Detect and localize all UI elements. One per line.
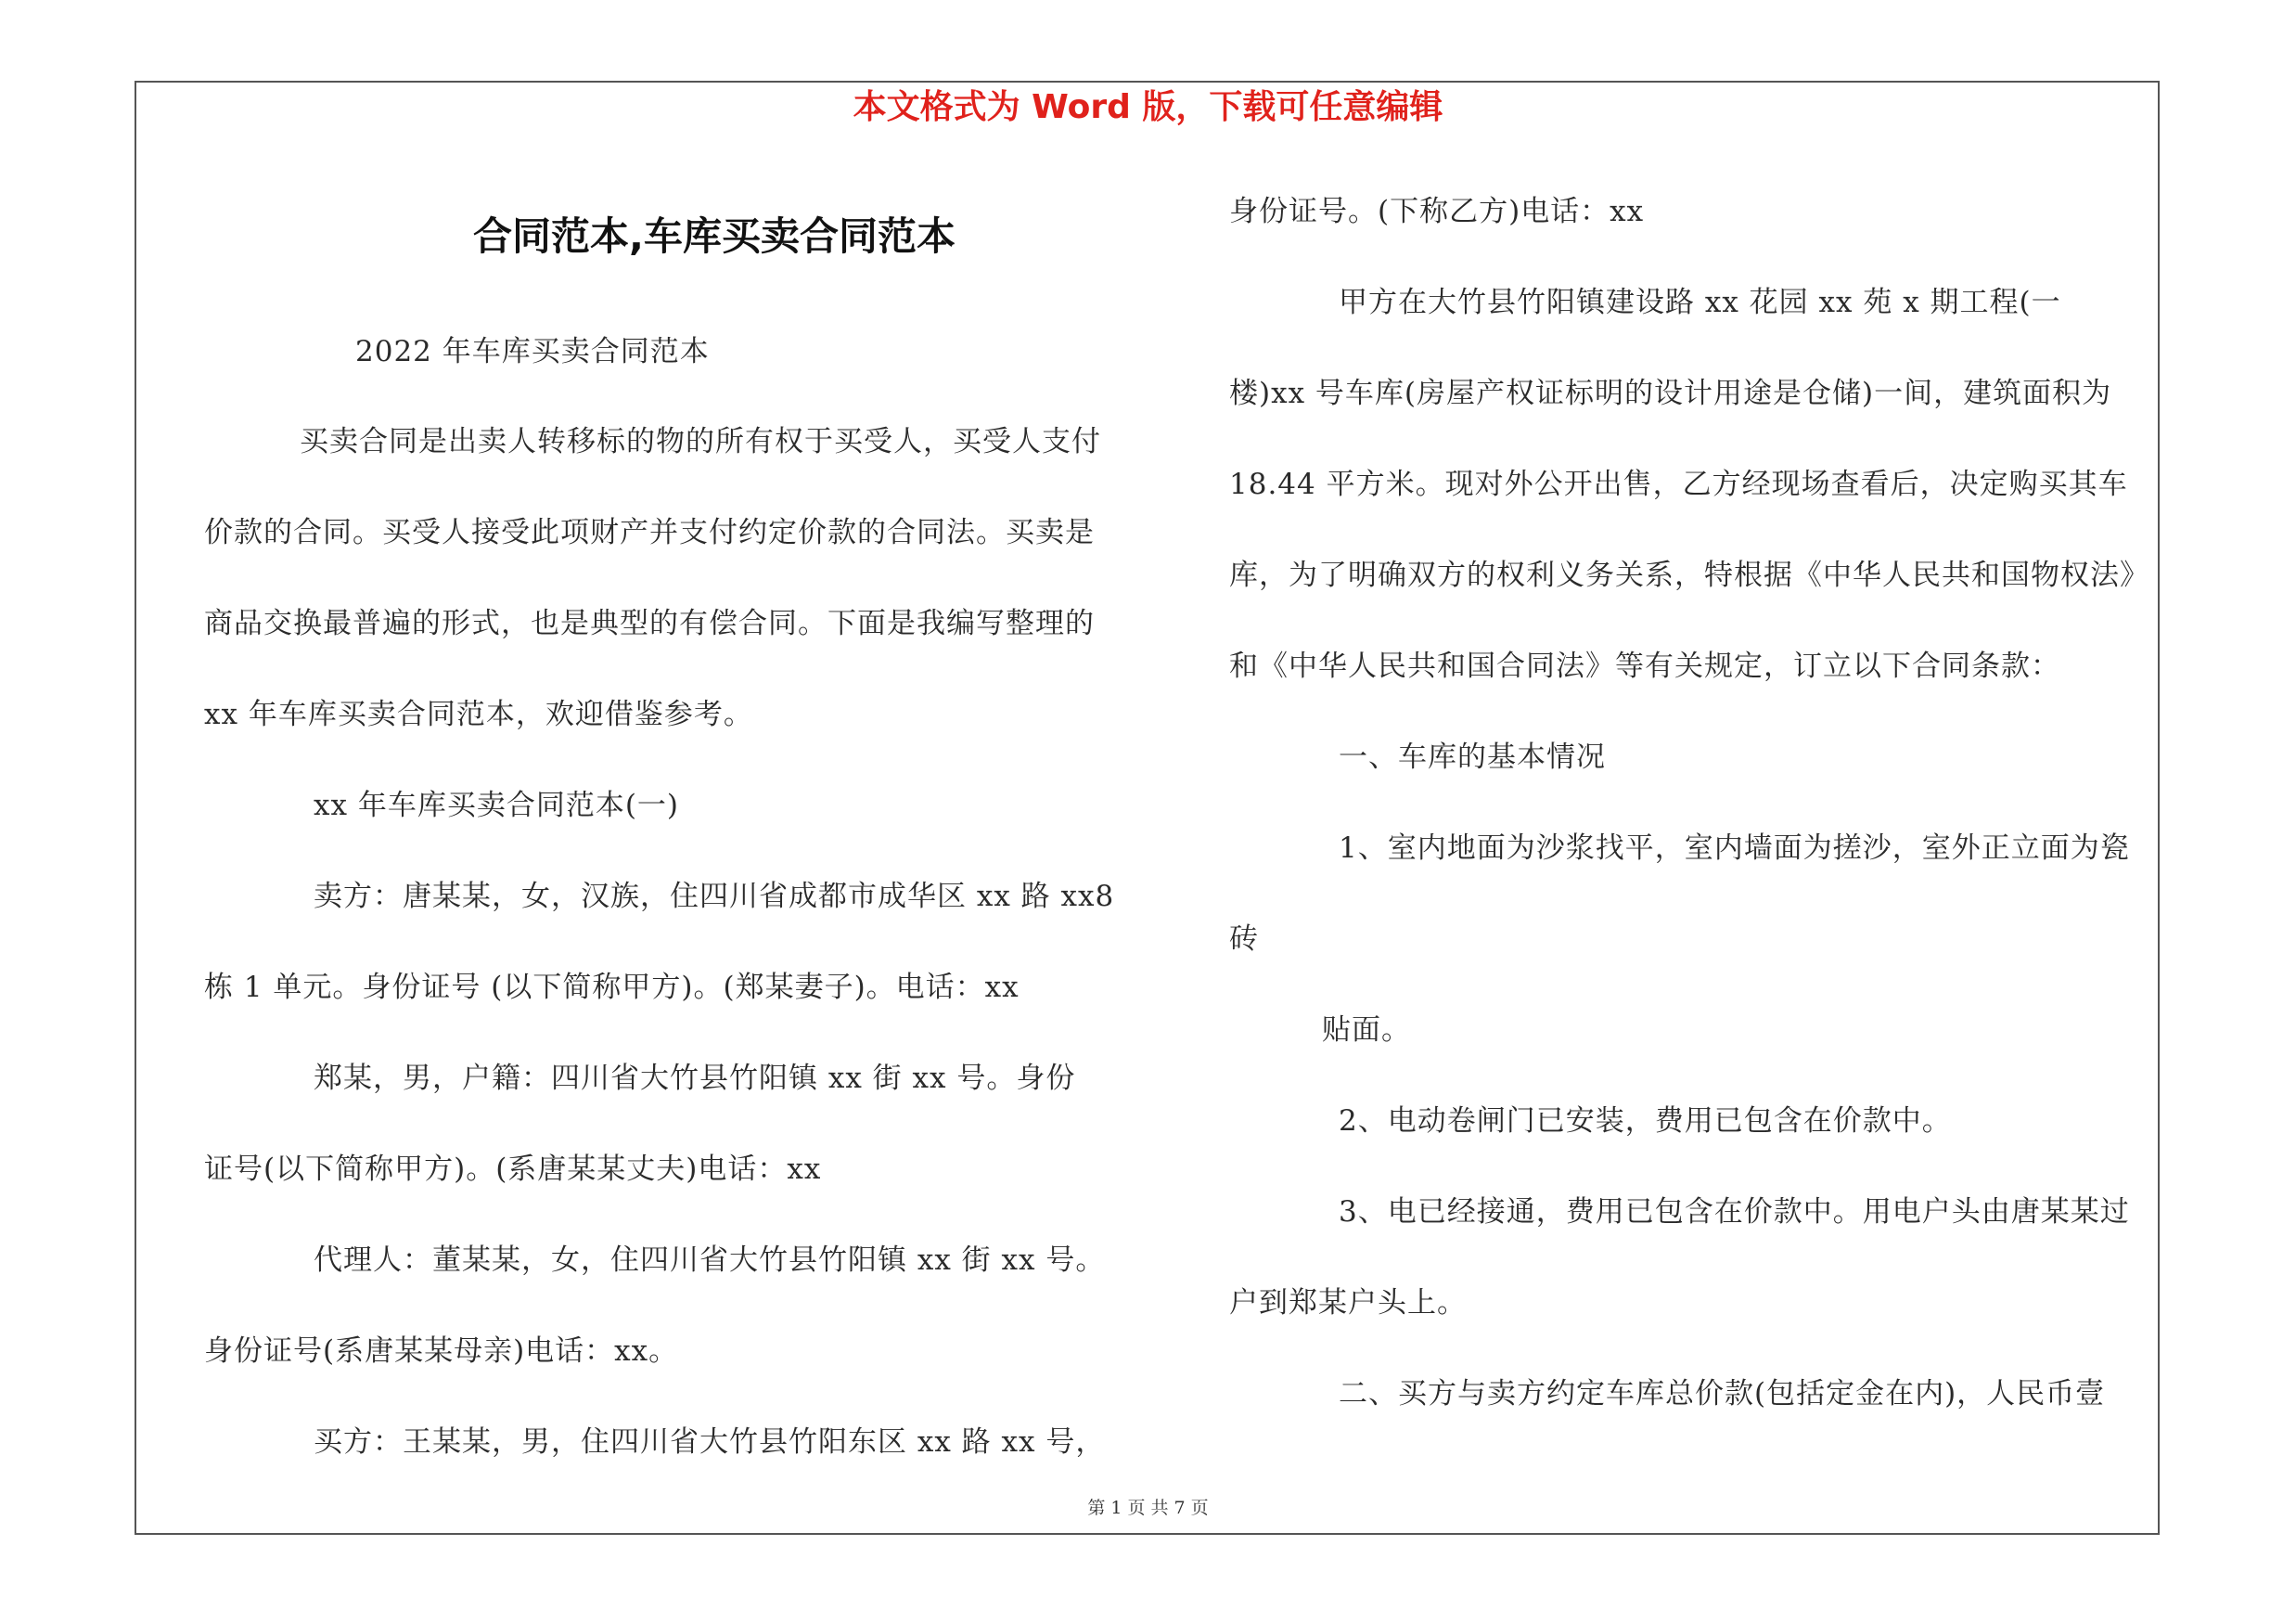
left-line-12: 身份证号(系唐某某母亲)电话：xx。 xyxy=(204,1334,679,1368)
format-banner: 本文格式为 Word 版，下载可任意编辑 xyxy=(853,88,1443,126)
left-line-13: 买方：王某某，男，住四川省大竹县竹阳东区 xx 路 xx 号， xyxy=(314,1425,1106,1459)
right-line-2: 甲方在大竹县竹阳镇建设路 xx 花园 xx 苑 x 期工程(一 xyxy=(1339,286,2061,319)
left-line-10: 证号(以下简称甲方)。(系唐某某丈夫)电话：xx xyxy=(204,1153,822,1186)
page-number: 第 1 页 共 7 页 xyxy=(1087,1498,1209,1518)
right-line-12: 3、电已经接通，费用已包含在价款中。用电户头由唐某某过 xyxy=(1339,1195,2130,1229)
right-line-3: 楼)xx 号车库(房屋产权证标明的设计用途是仓储)一间，建筑面积为 xyxy=(1229,377,2112,410)
right-line-10: 贴面。 xyxy=(1322,1013,1411,1047)
right-line-14: 二、买方与卖方约定车库总价款(包括定金在内)，人民币壹 xyxy=(1339,1377,2106,1410)
right-line-6: 和《中华人民共和国合同法》等有关规定，订立以下合同条款： xyxy=(1229,650,2060,683)
left-line-8: 栋 1 单元。身份证号 (以下简称甲方)。(郑某妻子)。电话：xx xyxy=(204,971,1020,1004)
left-line-3: 价款的合同。买受人接受此项财产并支付约定价款的合同法。买卖是 xyxy=(204,516,1095,549)
right-line-1: 身份证号。(下称乙方)电话：xx xyxy=(1229,195,1645,228)
left-line-4: 商品交换最普遍的形式，也是典型的有偿合同。下面是我编写整理的 xyxy=(204,607,1095,640)
document-title: 合同范本,车库买卖合同范本 xyxy=(473,213,956,259)
left-line-2: 买卖合同是出卖人转移标的物的所有权于买受人，买受人支付 xyxy=(300,425,1101,458)
right-line-9: 砖 xyxy=(1229,922,1259,956)
right-line-11: 2、电动卷闸门已安装，费用已包含在价款中。 xyxy=(1339,1104,1952,1138)
right-line-13: 户到郑某户头上。 xyxy=(1229,1286,1467,1320)
left-line-1: 2022 年车库买卖合同范本 xyxy=(355,335,710,368)
left-line-5: xx 年车库买卖合同范本，欢迎借鉴参考。 xyxy=(204,698,753,731)
left-line-11: 代理人：董某某，女，住四川省大竹县竹阳镇 xx 街 xx 号。 xyxy=(314,1243,1106,1277)
right-line-8: 1、室内地面为沙浆找平，室内墙面为搓沙，室外正立面为瓷 xyxy=(1339,831,2130,865)
right-line-7: 一、车库的基本情况 xyxy=(1339,741,1606,774)
left-line-6: xx 年车库买卖合同范本(一) xyxy=(314,789,680,822)
left-line-7: 卖方：唐某某，女，汉族，住四川省成都市成华区 xx 路 xx8 xyxy=(314,880,1115,913)
left-line-9: 郑某，男，户籍：四川省大竹县竹阳镇 xx 街 xx 号。身份 xyxy=(314,1062,1076,1095)
right-line-4: 18.44 平方米。现对外公开出售，乙方经现场查看后，决定购买其车 xyxy=(1229,468,2128,501)
right-line-5: 库，为了明确双方的权利义务关系，特根据《中华人民共和国物权法》 xyxy=(1229,559,2149,592)
